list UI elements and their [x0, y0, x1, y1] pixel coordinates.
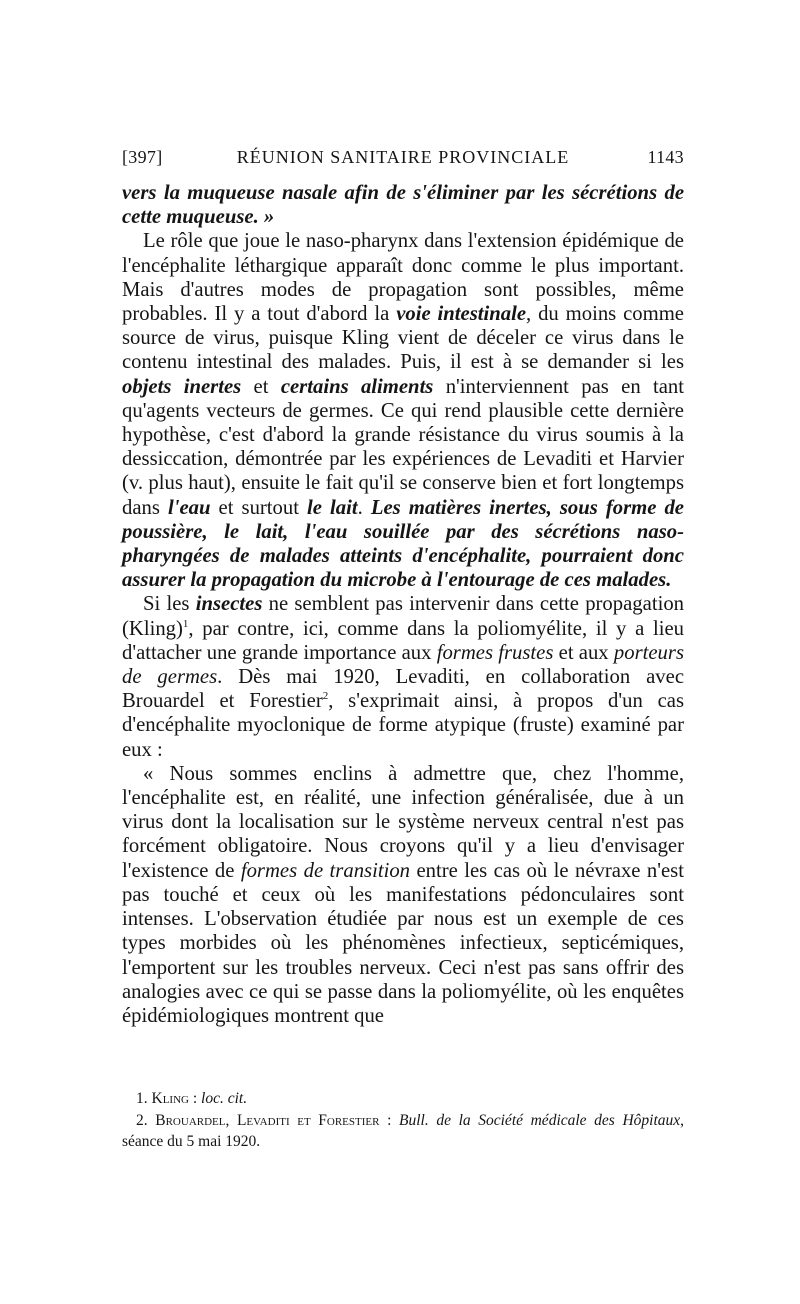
text-run: . [357, 496, 371, 519]
emphasis: objets inertes [122, 375, 242, 398]
footnote-journal: Bull. de la Société médicale des Hôpitaux [399, 1111, 681, 1129]
running-title: RÉUNION SANITAIRE PROVINCIALE [236, 147, 570, 167]
footnote-1 [122, 1088, 684, 1110]
footnote-number: 2. [136, 1111, 148, 1129]
body-text [122, 181, 684, 1028]
paragraph-2 [122, 229, 684, 592]
text-run: Si les [143, 593, 196, 616]
footnote-date: , séance du 5 mai 1920. [122, 1111, 685, 1150]
page-reference: [397] [122, 147, 163, 167]
footnotes [122, 1088, 684, 1153]
footnote-number: 1. [136, 1090, 148, 1107]
text-run: et [241, 375, 281, 398]
emphasis: certains aliments [280, 375, 434, 398]
text-run: n'interviennent pas en tant qu'agents vecteurs de germes. Ce qui rend plausible cette dernière hypothèse, c'est d'abord la grande résistance du virus soumis à la dessiccation, démontrée par les expériences de Levaditi et Harvier (v. plus haut), ensuite le fait qu'il se conserve bien et fort longtemps dans [122, 375, 685, 519]
text-run: : [188, 1090, 202, 1107]
text-run: entre les cas où le névraxe n'est pas touché et ceux où les manifestations pédonculaires sont intenses. L'observation étudiée par nous est un exemple de ces types morbides où les phénomènes infectieux, septicémiques, l'emportent sur les troubles nerveux. Ceci n'est pas sans offrir des analogies avec ce qui se passe dans la poliomyélite, où les enquêtes épidémiologiques montrent que [122, 859, 684, 1027]
text-run: . Dès mai 1920, Levaditi, en collaboration avec Brouardel et Forestier [122, 666, 684, 713]
emphasis: voie intestinale [396, 303, 527, 326]
emphasis: l'eau [167, 496, 211, 519]
text-run: « Nous sommes enclins à admettre que, chez l'homme, l'encéphalite est, en réalité, une infection généralisée, due à un virus dont la localisation sur le système nerveux central n'est pas forcément obligatoire. Nous croyons qu'il y a lieu d'envisager l'existence de [122, 762, 684, 882]
emphasis: formes frustes [436, 641, 554, 664]
emphasis: porteurs de germes [122, 641, 684, 689]
footnote-reference: loc. cit. [201, 1090, 248, 1107]
running-header [122, 147, 684, 171]
text-run: et aux [553, 641, 614, 664]
footnote-marker-2: 2 [322, 690, 329, 703]
page-number: 1143 [647, 147, 684, 167]
paragraph-1 [122, 181, 684, 229]
emphasis: formes de transition [240, 859, 411, 882]
text-run: et surtout [210, 496, 308, 519]
text-run: ne semblent pas intervenir dans cette propagation (Kling) [122, 593, 685, 640]
footnote-author: Kling [151, 1090, 189, 1107]
footnote-marker-1: 1 [182, 617, 189, 630]
paragraph-4 [122, 762, 684, 1028]
text-run: : [379, 1111, 400, 1129]
text-run: Le rôle que joue le naso-pharynx dans l'extension épidémique de l'encéphalite léthargique apparaît donc comme le plus important. Mais d'autres modes de propagation sont possibles, même probables. Il y a tout d'abord la [122, 230, 684, 326]
footnote-author: Brouardel, Levaditi et Forestier [155, 1111, 380, 1129]
emphasis: insectes [195, 593, 263, 616]
emphasis: Les matières inertes, sous forme de poussière, le lait, l'eau souillée par des sécrétions naso-pharyngées de malades atteints d'encéphalite, pourraient donc assurer la propagation du microbe à l'entourage de ces malades. [122, 496, 684, 592]
text-run: , du moins comme source de virus, puisque Kling vient de déceler ce virus dans le contenu intestinal des malades. Puis, il est à se demander si les [122, 303, 684, 374]
paragraph-3 [122, 592, 684, 761]
emphasis: le lait [307, 496, 358, 519]
footnote-2 [122, 1110, 684, 1153]
quote-ending: vers la muqueuse nasale afin de s'éliminer par les sécrétions de cette muqueuse. » [122, 182, 684, 229]
text-run: , s'exprimait ainsi, à propos d'un cas d'encéphalite myoclonique de forme atypique (fruste) examiné par eux : [122, 690, 685, 761]
text-run: , par contre, ici, comme dans la poliomyélite, il y a lieu d'attacher une grande importance aux [122, 617, 684, 664]
